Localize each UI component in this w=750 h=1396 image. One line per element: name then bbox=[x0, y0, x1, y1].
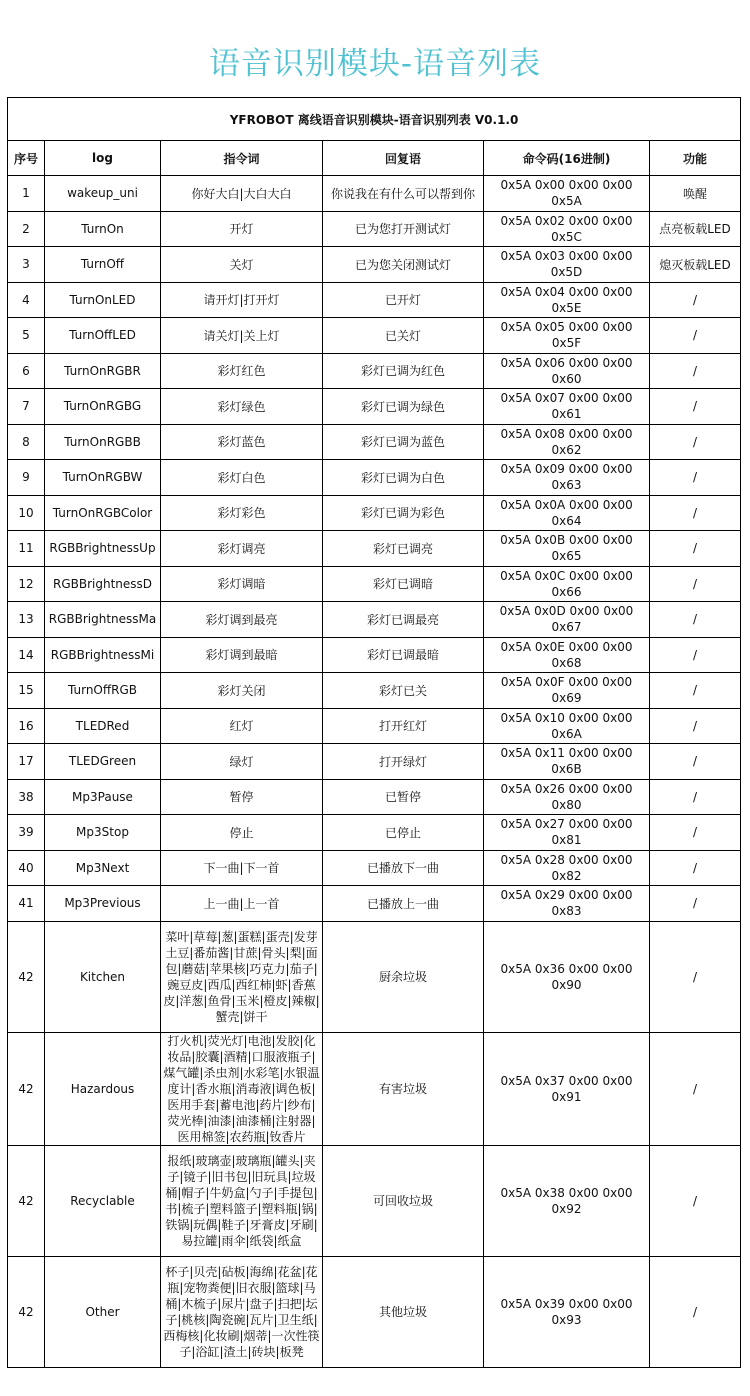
cell-reply: 已暂停 bbox=[323, 779, 484, 815]
cell-no: 7 bbox=[8, 389, 45, 425]
cell-command-word: 开灯 bbox=[161, 211, 323, 247]
cell-command-word: 下一曲|下一首 bbox=[161, 850, 323, 886]
cell-function: / bbox=[650, 708, 741, 744]
cell-no: 2 bbox=[8, 211, 45, 247]
cell-command-word: 彩灯关闭 bbox=[161, 673, 323, 709]
cell-no: 5 bbox=[8, 318, 45, 354]
table-row bbox=[8, 602, 741, 638]
header-no: 序号 bbox=[8, 141, 45, 176]
table-row bbox=[8, 282, 741, 318]
cell-reply: 已为您打开测试灯 bbox=[323, 211, 484, 247]
cell-function: / bbox=[650, 566, 741, 602]
cell-log: TurnOnRGBG bbox=[45, 389, 161, 425]
table-row bbox=[8, 424, 741, 460]
page-title: 语音识别模块-语音列表 bbox=[208, 46, 542, 82]
cell-command-word: 彩灯调暗 bbox=[161, 566, 323, 602]
cell-log: TurnOnRGBB bbox=[45, 424, 161, 460]
cell-command-code: 0x5A 0x05 0x00 0x00 0x5F bbox=[484, 318, 650, 354]
cell-command-code: 0x5A 0x28 0x00 0x00 0x82 bbox=[484, 850, 650, 886]
cell-log: RGBBrightnessD bbox=[45, 566, 161, 602]
cell-command-word: 彩灯蓝色 bbox=[161, 424, 323, 460]
cell-function: / bbox=[650, 850, 741, 886]
cell-no: 42 bbox=[8, 1256, 45, 1367]
cell-function: / bbox=[650, 673, 741, 709]
cell-function: 点亮板载LED bbox=[650, 211, 741, 247]
cell-reply: 已播放下一曲 bbox=[323, 850, 484, 886]
table-row bbox=[8, 886, 741, 922]
table-row bbox=[8, 708, 741, 744]
cell-command-word: 菜叶|草莓|葱|蛋糕|蛋壳|发芽土豆|番茄酱|甘蔗|骨头|梨|面包|蘑菇|苹果核|巧克力|茄子|豌豆皮|西瓜|西红柿|虾|香蕉皮|洋葱|鱼骨|玉米|橙皮|辣椒|蟹壳|饼干 bbox=[161, 921, 323, 1032]
cell-reply: 彩灯已调为白色 bbox=[323, 460, 484, 496]
cell-no: 42 bbox=[8, 1145, 45, 1256]
cell-command-code: 0x5A 0x08 0x00 0x00 0x62 bbox=[484, 424, 650, 460]
table-body bbox=[8, 176, 741, 1368]
cell-command-word: 彩灯调到最亮 bbox=[161, 602, 323, 638]
cell-no: 6 bbox=[8, 353, 45, 389]
cell-no: 41 bbox=[8, 886, 45, 922]
table-row bbox=[8, 211, 741, 247]
cell-function: / bbox=[650, 318, 741, 354]
cell-log: Other bbox=[45, 1256, 161, 1367]
cell-no: 10 bbox=[8, 495, 45, 531]
cell-no: 40 bbox=[8, 850, 45, 886]
cell-command-code: 0x5A 0x11 0x00 0x00 0x6B bbox=[484, 744, 650, 780]
table-caption: YFROBOT 离线语音识别模块-语音识别列表 V0.1.0 bbox=[8, 98, 741, 141]
cell-command-code: 0x5A 0x27 0x00 0x00 0x81 bbox=[484, 815, 650, 851]
header-function: 功能 bbox=[650, 141, 741, 176]
cell-function: / bbox=[650, 779, 741, 815]
cell-function: / bbox=[650, 921, 741, 1032]
cell-reply: 有害垃圾 bbox=[323, 1032, 484, 1145]
cell-log: RGBBrightnessUp bbox=[45, 531, 161, 567]
cell-log: Kitchen bbox=[45, 921, 161, 1032]
table-row bbox=[8, 1256, 741, 1367]
cell-command-word: 关灯 bbox=[161, 247, 323, 283]
cell-reply: 彩灯已调为绿色 bbox=[323, 389, 484, 425]
table-row bbox=[8, 495, 741, 531]
cell-no: 12 bbox=[8, 566, 45, 602]
cell-no: 14 bbox=[8, 637, 45, 673]
table-row bbox=[8, 1032, 741, 1145]
cell-command-code: 0x5A 0x0B 0x00 0x00 0x65 bbox=[484, 531, 650, 567]
cell-log: RGBBrightnessMi bbox=[45, 637, 161, 673]
cell-function: / bbox=[650, 637, 741, 673]
table-row bbox=[8, 531, 741, 567]
cell-log: wakeup_uni bbox=[45, 176, 161, 212]
cell-command-word: 打火机|荧光灯|电池|发胶|化妆品|胶囊|酒精|口服液瓶子|煤气罐|杀虫剂|水彩笔|水银温度计|香水瓶|消毒液|调色板|医用手套|蓄电池|药片|纱布|荧光棒|油漆|油漆桶|注射器|医用棉签|农药瓶|钕香片 bbox=[161, 1032, 323, 1145]
cell-command-code: 0x5A 0x0A 0x00 0x00 0x64 bbox=[484, 495, 650, 531]
cell-log: Mp3Next bbox=[45, 850, 161, 886]
table-row bbox=[8, 673, 741, 709]
cell-reply: 打开绿灯 bbox=[323, 744, 484, 780]
table-row bbox=[8, 566, 741, 602]
table-header-row bbox=[8, 141, 741, 176]
table-row bbox=[8, 815, 741, 851]
cell-log: TurnOff bbox=[45, 247, 161, 283]
cell-log: TurnOnRGBW bbox=[45, 460, 161, 496]
cell-command-code: 0x5A 0x07 0x00 0x00 0x61 bbox=[484, 389, 650, 425]
table-row bbox=[8, 247, 741, 283]
cell-command-code: 0x5A 0x0D 0x00 0x00 0x67 bbox=[484, 602, 650, 638]
cell-command-word: 彩灯彩色 bbox=[161, 495, 323, 531]
cell-reply: 彩灯已调为红色 bbox=[323, 353, 484, 389]
cell-command-code: 0x5A 0x36 0x00 0x00 0x90 bbox=[484, 921, 650, 1032]
cell-no: 3 bbox=[8, 247, 45, 283]
cell-command-code: 0x5A 0x37 0x00 0x00 0x91 bbox=[484, 1032, 650, 1145]
cell-no: 42 bbox=[8, 921, 45, 1032]
cell-no: 11 bbox=[8, 531, 45, 567]
cell-command-word: 彩灯调亮 bbox=[161, 531, 323, 567]
cell-log: TurnOnLED bbox=[45, 282, 161, 318]
cell-no: 15 bbox=[8, 673, 45, 709]
cell-no: 42 bbox=[8, 1032, 45, 1145]
cell-command-code: 0x5A 0x00 0x00 0x00 0x5A bbox=[484, 176, 650, 212]
header-command-code: 命令码(16进制) bbox=[484, 141, 650, 176]
cell-command-word: 你好大白|大白大白 bbox=[161, 176, 323, 212]
table-row bbox=[8, 779, 741, 815]
cell-command-word: 请开灯|打开灯 bbox=[161, 282, 323, 318]
cell-function: / bbox=[650, 353, 741, 389]
cell-reply: 彩灯已调亮 bbox=[323, 531, 484, 567]
cell-function: / bbox=[650, 815, 741, 851]
cell-log: Mp3Previous bbox=[45, 886, 161, 922]
cell-function: / bbox=[650, 1032, 741, 1145]
cell-command-code: 0x5A 0x0E 0x00 0x00 0x68 bbox=[484, 637, 650, 673]
cell-no: 39 bbox=[8, 815, 45, 851]
table-row bbox=[8, 637, 741, 673]
cell-reply: 已为您关闭测试灯 bbox=[323, 247, 484, 283]
header-reply: 回复语 bbox=[323, 141, 484, 176]
table-row bbox=[8, 318, 741, 354]
cell-function: / bbox=[650, 744, 741, 780]
cell-function: / bbox=[650, 886, 741, 922]
cell-log: TLEDGreen bbox=[45, 744, 161, 780]
cell-function: / bbox=[650, 282, 741, 318]
cell-reply: 已播放上一曲 bbox=[323, 886, 484, 922]
cell-reply: 彩灯已调暗 bbox=[323, 566, 484, 602]
cell-reply: 已停止 bbox=[323, 815, 484, 851]
table-row bbox=[8, 389, 741, 425]
header-command-word: 指令词 bbox=[161, 141, 323, 176]
cell-function: / bbox=[650, 602, 741, 638]
cell-log: RGBBrightnessMa bbox=[45, 602, 161, 638]
cell-reply: 已开灯 bbox=[323, 282, 484, 318]
table-row bbox=[8, 744, 741, 780]
cell-no: 17 bbox=[8, 744, 45, 780]
cell-command-code: 0x5A 0x39 0x00 0x00 0x93 bbox=[484, 1256, 650, 1367]
cell-no: 16 bbox=[8, 708, 45, 744]
cell-reply: 打开红灯 bbox=[323, 708, 484, 744]
cell-command-word: 杯子|贝壳|砧板|海绵|花盆|花瓶|宠物粪便|旧衣服|篮球|马桶|木梳子|尿片|盘子|扫把|坛子|桃核|陶瓷碗|瓦片|卫生纸|西梅核|化妆刷|烟蒂|一次性筷子|浴缸|渣土|砖块|板凳 bbox=[161, 1256, 323, 1367]
cell-function: / bbox=[650, 460, 741, 496]
table-row bbox=[8, 176, 741, 212]
cell-function: / bbox=[650, 389, 741, 425]
table-row bbox=[8, 1145, 741, 1256]
voice-command-table bbox=[7, 97, 741, 1368]
cell-log: Mp3Stop bbox=[45, 815, 161, 851]
cell-command-code: 0x5A 0x02 0x00 0x00 0x5C bbox=[484, 211, 650, 247]
cell-command-word: 停止 bbox=[161, 815, 323, 851]
cell-command-code: 0x5A 0x03 0x00 0x00 0x5D bbox=[484, 247, 650, 283]
cell-command-code: 0x5A 0x09 0x00 0x00 0x63 bbox=[484, 460, 650, 496]
cell-reply: 可回收垃圾 bbox=[323, 1145, 484, 1256]
cell-command-word: 彩灯红色 bbox=[161, 353, 323, 389]
cell-function: / bbox=[650, 424, 741, 460]
cell-log: TurnOn bbox=[45, 211, 161, 247]
cell-no: 9 bbox=[8, 460, 45, 496]
cell-command-word: 绿灯 bbox=[161, 744, 323, 780]
cell-function: 熄灭板载LED bbox=[650, 247, 741, 283]
cell-no: 13 bbox=[8, 602, 45, 638]
cell-no: 4 bbox=[8, 282, 45, 318]
cell-command-code: 0x5A 0x29 0x00 0x00 0x83 bbox=[484, 886, 650, 922]
cell-no: 1 bbox=[8, 176, 45, 212]
cell-command-word: 彩灯绿色 bbox=[161, 389, 323, 425]
cell-command-word: 彩灯白色 bbox=[161, 460, 323, 496]
header-log: log bbox=[45, 141, 161, 176]
cell-function: / bbox=[650, 495, 741, 531]
cell-command-code: 0x5A 0x38 0x00 0x00 0x92 bbox=[484, 1145, 650, 1256]
cell-function: / bbox=[650, 1145, 741, 1256]
cell-reply: 彩灯已调最暗 bbox=[323, 637, 484, 673]
cell-log: Hazardous bbox=[45, 1032, 161, 1145]
cell-log: TLEDRed bbox=[45, 708, 161, 744]
cell-command-word: 请关灯|关上灯 bbox=[161, 318, 323, 354]
cell-command-code: 0x5A 0x10 0x00 0x00 0x6A bbox=[484, 708, 650, 744]
cell-log: TurnOnRGBR bbox=[45, 353, 161, 389]
cell-reply: 你说我在有什么可以帮到你 bbox=[323, 176, 484, 212]
cell-log: TurnOnRGBColor bbox=[45, 495, 161, 531]
cell-reply: 彩灯已调最亮 bbox=[323, 602, 484, 638]
cell-function: / bbox=[650, 1256, 741, 1367]
cell-reply: 厨余垃圾 bbox=[323, 921, 484, 1032]
cell-command-code: 0x5A 0x0C 0x00 0x00 0x66 bbox=[484, 566, 650, 602]
cell-no: 8 bbox=[8, 424, 45, 460]
cell-reply: 其他垃圾 bbox=[323, 1256, 484, 1367]
cell-log: Recyclable bbox=[45, 1145, 161, 1256]
cell-reply: 彩灯已关 bbox=[323, 673, 484, 709]
table-row bbox=[8, 460, 741, 496]
cell-no: 38 bbox=[8, 779, 45, 815]
cell-command-word: 彩灯调到最暗 bbox=[161, 637, 323, 673]
table-row bbox=[8, 353, 741, 389]
cell-command-code: 0x5A 0x26 0x00 0x00 0x80 bbox=[484, 779, 650, 815]
cell-function: 唤醒 bbox=[650, 176, 741, 212]
cell-command-code: 0x5A 0x04 0x00 0x00 0x5E bbox=[484, 282, 650, 318]
table-row bbox=[8, 921, 741, 1032]
cell-command-code: 0x5A 0x06 0x00 0x00 0x60 bbox=[484, 353, 650, 389]
cell-command-code: 0x5A 0x0F 0x00 0x00 0x69 bbox=[484, 673, 650, 709]
cell-command-word: 红灯 bbox=[161, 708, 323, 744]
cell-reply: 已关灯 bbox=[323, 318, 484, 354]
cell-log: Mp3Pause bbox=[45, 779, 161, 815]
cell-command-word: 暂停 bbox=[161, 779, 323, 815]
cell-command-word: 上一曲|上一首 bbox=[161, 886, 323, 922]
cell-command-word: 报纸|玻璃壶|玻璃瓶|罐头|夹子|镜子|旧书包|旧玩具|垃圾桶|帽子|牛奶盒|勺子|手提包|书|梳子|塑料篮子|塑料瓶|锅|铁锅|玩偶|鞋子|牙膏皮|牙刷|易拉罐|雨伞|纸袋|纸盒 bbox=[161, 1145, 323, 1256]
cell-reply: 彩灯已调为蓝色 bbox=[323, 424, 484, 460]
cell-reply: 彩灯已调为彩色 bbox=[323, 495, 484, 531]
cell-log: TurnOffLED bbox=[45, 318, 161, 354]
table-row bbox=[8, 850, 741, 886]
cell-log: TurnOffRGB bbox=[45, 673, 161, 709]
cell-function: / bbox=[650, 531, 741, 567]
